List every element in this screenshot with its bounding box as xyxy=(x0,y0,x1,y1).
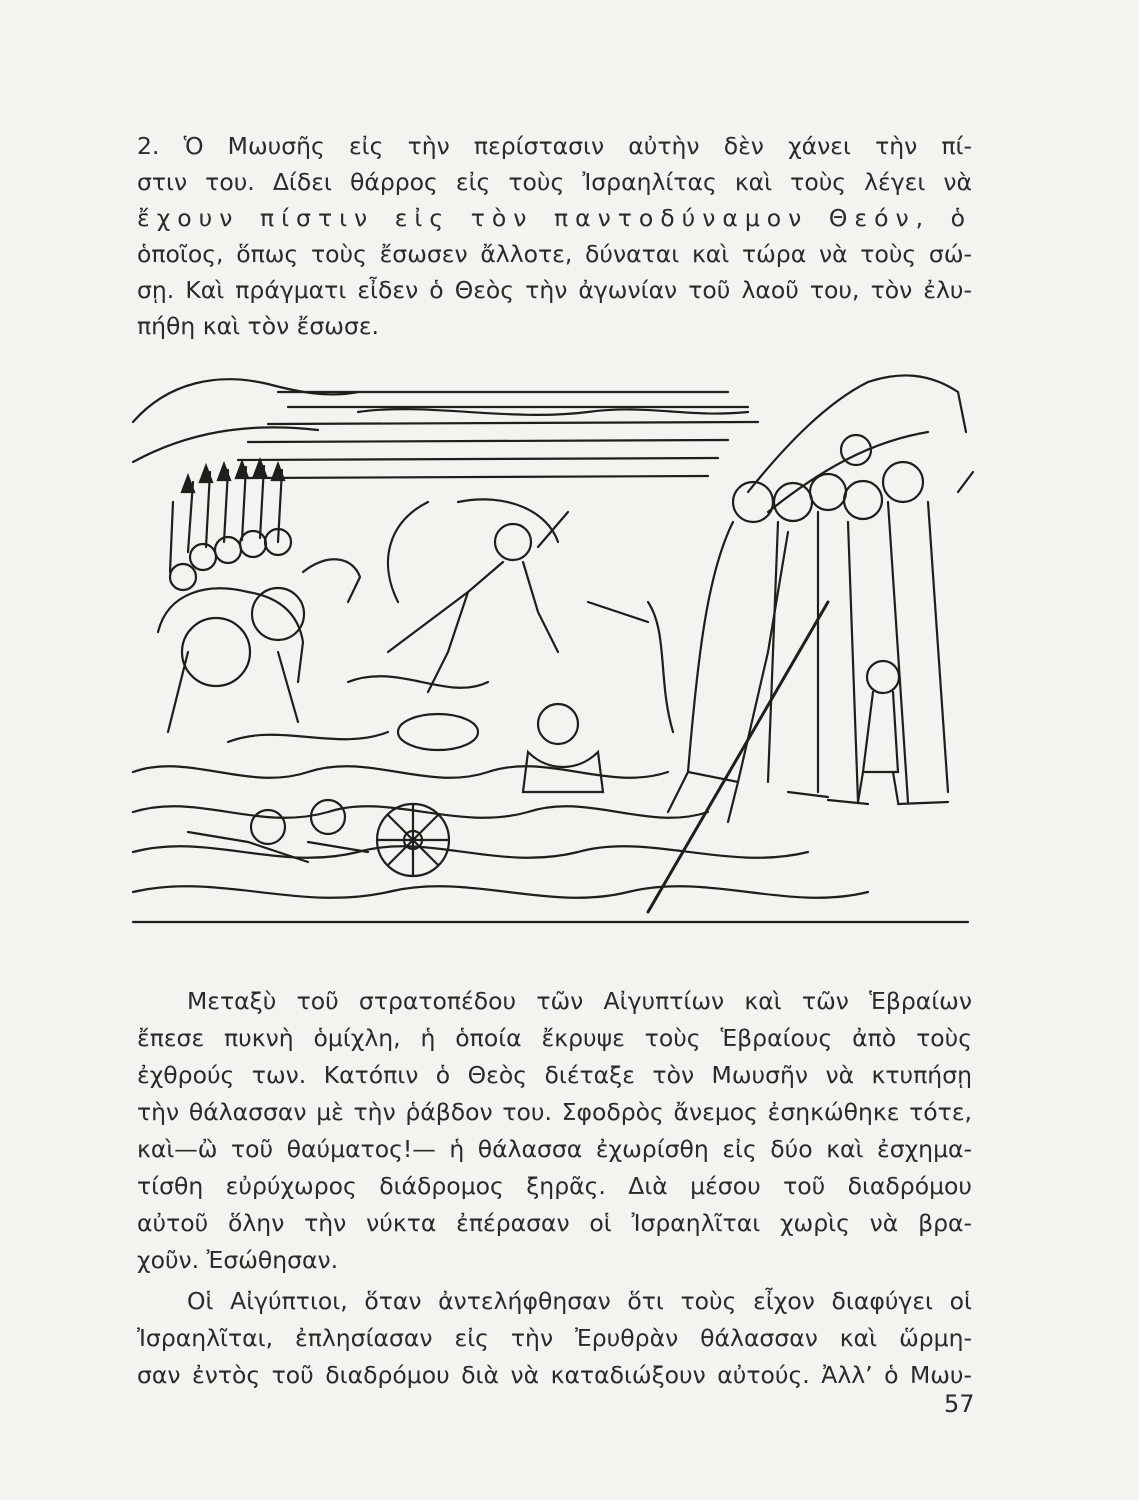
text-line: ἔχουν πίστιν εἰς τὸν παντοδύναμον Θεόν, ὁ xyxy=(137,204,972,232)
text-line: πήθη καὶ τὸν ἔσωσε. xyxy=(137,312,380,340)
page-number: 57 xyxy=(944,1390,975,1418)
horse xyxy=(158,588,303,732)
text-line: ἐχθρούς των. Κατόπιν ὁ Θεὸς διέταξε τὸν Μωυσῆν νὰ κτυπήσῃ xyxy=(137,1061,972,1089)
text-line: σαν ἐντὸς τοῦ διαδρόμου διὰ νὰ καταδιώξουν αὐτούς. Ἀλλ’ ὁ Μωυ- xyxy=(137,1361,972,1389)
staff xyxy=(648,602,828,912)
text-line: στιν του. Δίδει θάρρος εἰς τοὺς Ἰσραηλίτας καὶ τοὺς λέγει νὰ xyxy=(137,168,972,196)
text-line: τὴν θάλασσαν μὲ τὴν ῥάβδον του. Σφοδρὸς ἄνεμος ἐσηκώθηκε τότε, xyxy=(137,1098,972,1126)
text-line: χοῦν. Ἐσώθησαν. xyxy=(137,1246,339,1274)
shield xyxy=(182,618,250,686)
text-line: ἔπεσε πυκνὴ ὁμίχλη, ἡ ὁποία ἔκρυψε τοὺς Ἑβραίους ἀπὸ τοὺς xyxy=(137,1024,972,1052)
text-line: Μεταξὺ τοῦ στρατοπέδου τῶν Αἰγυπτίων καὶ τῶν Ἑβραίων xyxy=(187,987,972,1015)
soldier-head xyxy=(538,704,578,744)
text-line: Οἱ Αἰγύπτιοι, ὅταν ἀντελήφθησαν ὅτι τοὺς εἶχον διαφύγει οἱ xyxy=(187,1287,972,1315)
mountain-left xyxy=(133,379,358,422)
text-line: ὁποῖος, ὅπως τοὺς ἔσωσεν ἄλλοτε, δύναται καὶ τώρα νὰ τοὺς σώ- xyxy=(137,240,972,268)
text-line: 2. Ὁ Μωυσῆς εἰς τὴν περίστασιν αὐτὴν δὲν χάνει τὴν πί- xyxy=(137,132,972,160)
text-line: σῃ. Καὶ πράγματι εἶδεν ὁ Θεὸς τὴν ἀγωνίαν τοῦ λαοῦ του, τὸν ἐλυ- xyxy=(137,276,972,304)
text-line: αὐτοῦ ὅλην τὴν νύκτα ἐπέρασαν οἱ Ἰσραηλῖται χωρὶς νὰ βρα- xyxy=(137,1209,972,1237)
mountain-right xyxy=(748,375,966,492)
text-line: καὶ—ὢ τοῦ θαύματος!— ἡ θάλασσα ἐχωρίσθη εἰς δύο καὶ ἐσχημα- xyxy=(137,1135,972,1163)
text-line: τίσθη εὐρύχωρος διάδρομος ξηρᾶς. Διὰ μέσου τοῦ διαδρόμου xyxy=(137,1172,972,1200)
moses-head xyxy=(733,482,773,522)
text-line: Ἰσραηλῖται, ἐπλησίασαν εἰς τὴν Ἐρυθρὰν θάλασσαν καὶ ὥρμη- xyxy=(137,1324,972,1352)
red-sea-crossing-illustration xyxy=(128,352,976,932)
shield xyxy=(252,588,304,640)
